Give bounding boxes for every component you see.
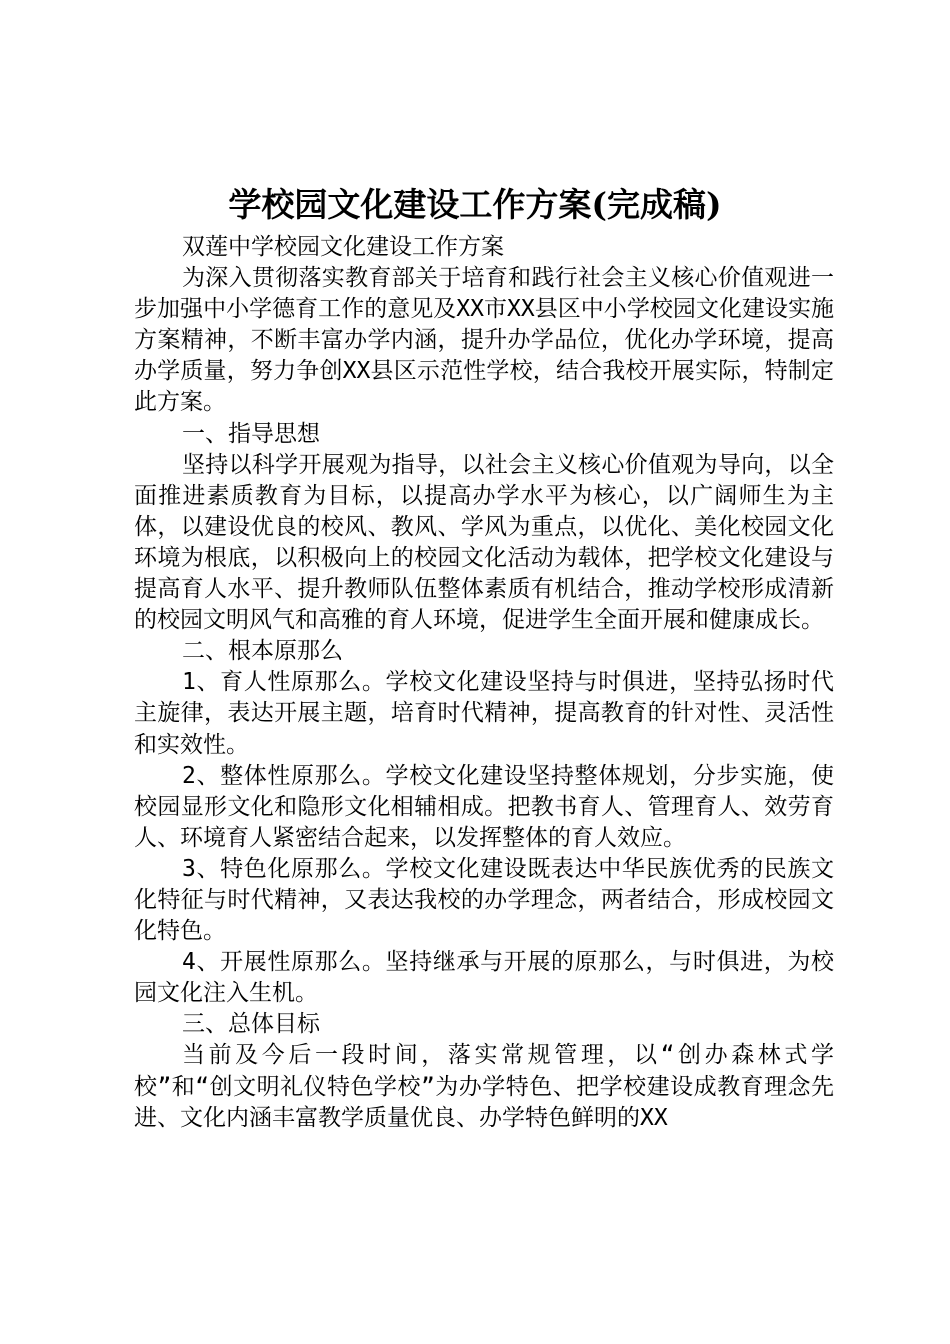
section-heading-basic-principles: 二、根本原那么 xyxy=(182,638,343,665)
section-heading-guiding-ideology: 一、指导思想 xyxy=(182,420,320,447)
paragraph-intro: 为深入贯彻落实教育部关于培育和践行社会主义核心价值观进一步加强中小学德育工作的意见及XX市XX县区中小学校园文化建设实施方案精神，不断丰富办学内涵，提升办学品位，优化办学环境，提高办学质量，努力争创XX县区示范性学校，结合我校开展实际，特制定此方案。 xyxy=(134,265,834,416)
paragraph-principle-1: 1、育人性原那么。学校文化建设坚持与时俱进，坚持弘扬时代主旋律，表达开展主题，培育时代精神，提高教育的针对性、灵活性和实效性。 xyxy=(134,669,834,758)
paragraph-subtitle: 双莲中学校园文化建设工作方案 xyxy=(182,234,504,260)
document-title: 学校园文化建设工作方案(完成稿) xyxy=(228,185,722,224)
document-body xyxy=(134,232,834,1134)
paragraph-principle-2: 2、整体性原那么。学校文化建设坚持整体规划，分步实施，使校园显形文化和隐形文化相辅相成。把教书育人、管理育人、效劳育人、环境育人紧密结合起来，以发挥整体的育人效应。 xyxy=(134,762,834,851)
paragraph-overall-goal: 当前及今后一段时间，落实常规管理，以“创办森林式学校”和“创文明礼仪特色学校”为办学特色、把学校建设成教育理念先进、文化内涵丰富教学质量优良、办学特色鲜明的XX xyxy=(134,1042,834,1131)
paragraph-principle-3: 3、特色化原那么。学校文化建设既表达中华民族优秀的民族文化特征与时代精神，又表达我校的办学理念，两者结合，形成校园文化特色。 xyxy=(134,855,834,945)
section-heading-overall-goal: 三、总体目标 xyxy=(182,1011,320,1038)
paragraph-guiding-ideology: 坚持以科学开展观为指导，以社会主义核心价值观为导向，以全面推进素质教育为目标，以提高办学水平为核心，以广阔师生为主体，以建设优良的校风、教风、学风为重点，以优化、美化校园文化环境为根底，以积极向上的校园文化活动为载体，把学校文化建设与提高育人水平、提升教师队伍整体素质有机结合，推动学校形成清新的校园文明风气和高雅的育人环境，促进学生全面开展和健康成长。 xyxy=(134,451,834,634)
paragraph-principle-4: 4、开展性原那么。坚持继承与开展的原那么，与时俱进，为校园文化注入生机。 xyxy=(134,949,834,1007)
